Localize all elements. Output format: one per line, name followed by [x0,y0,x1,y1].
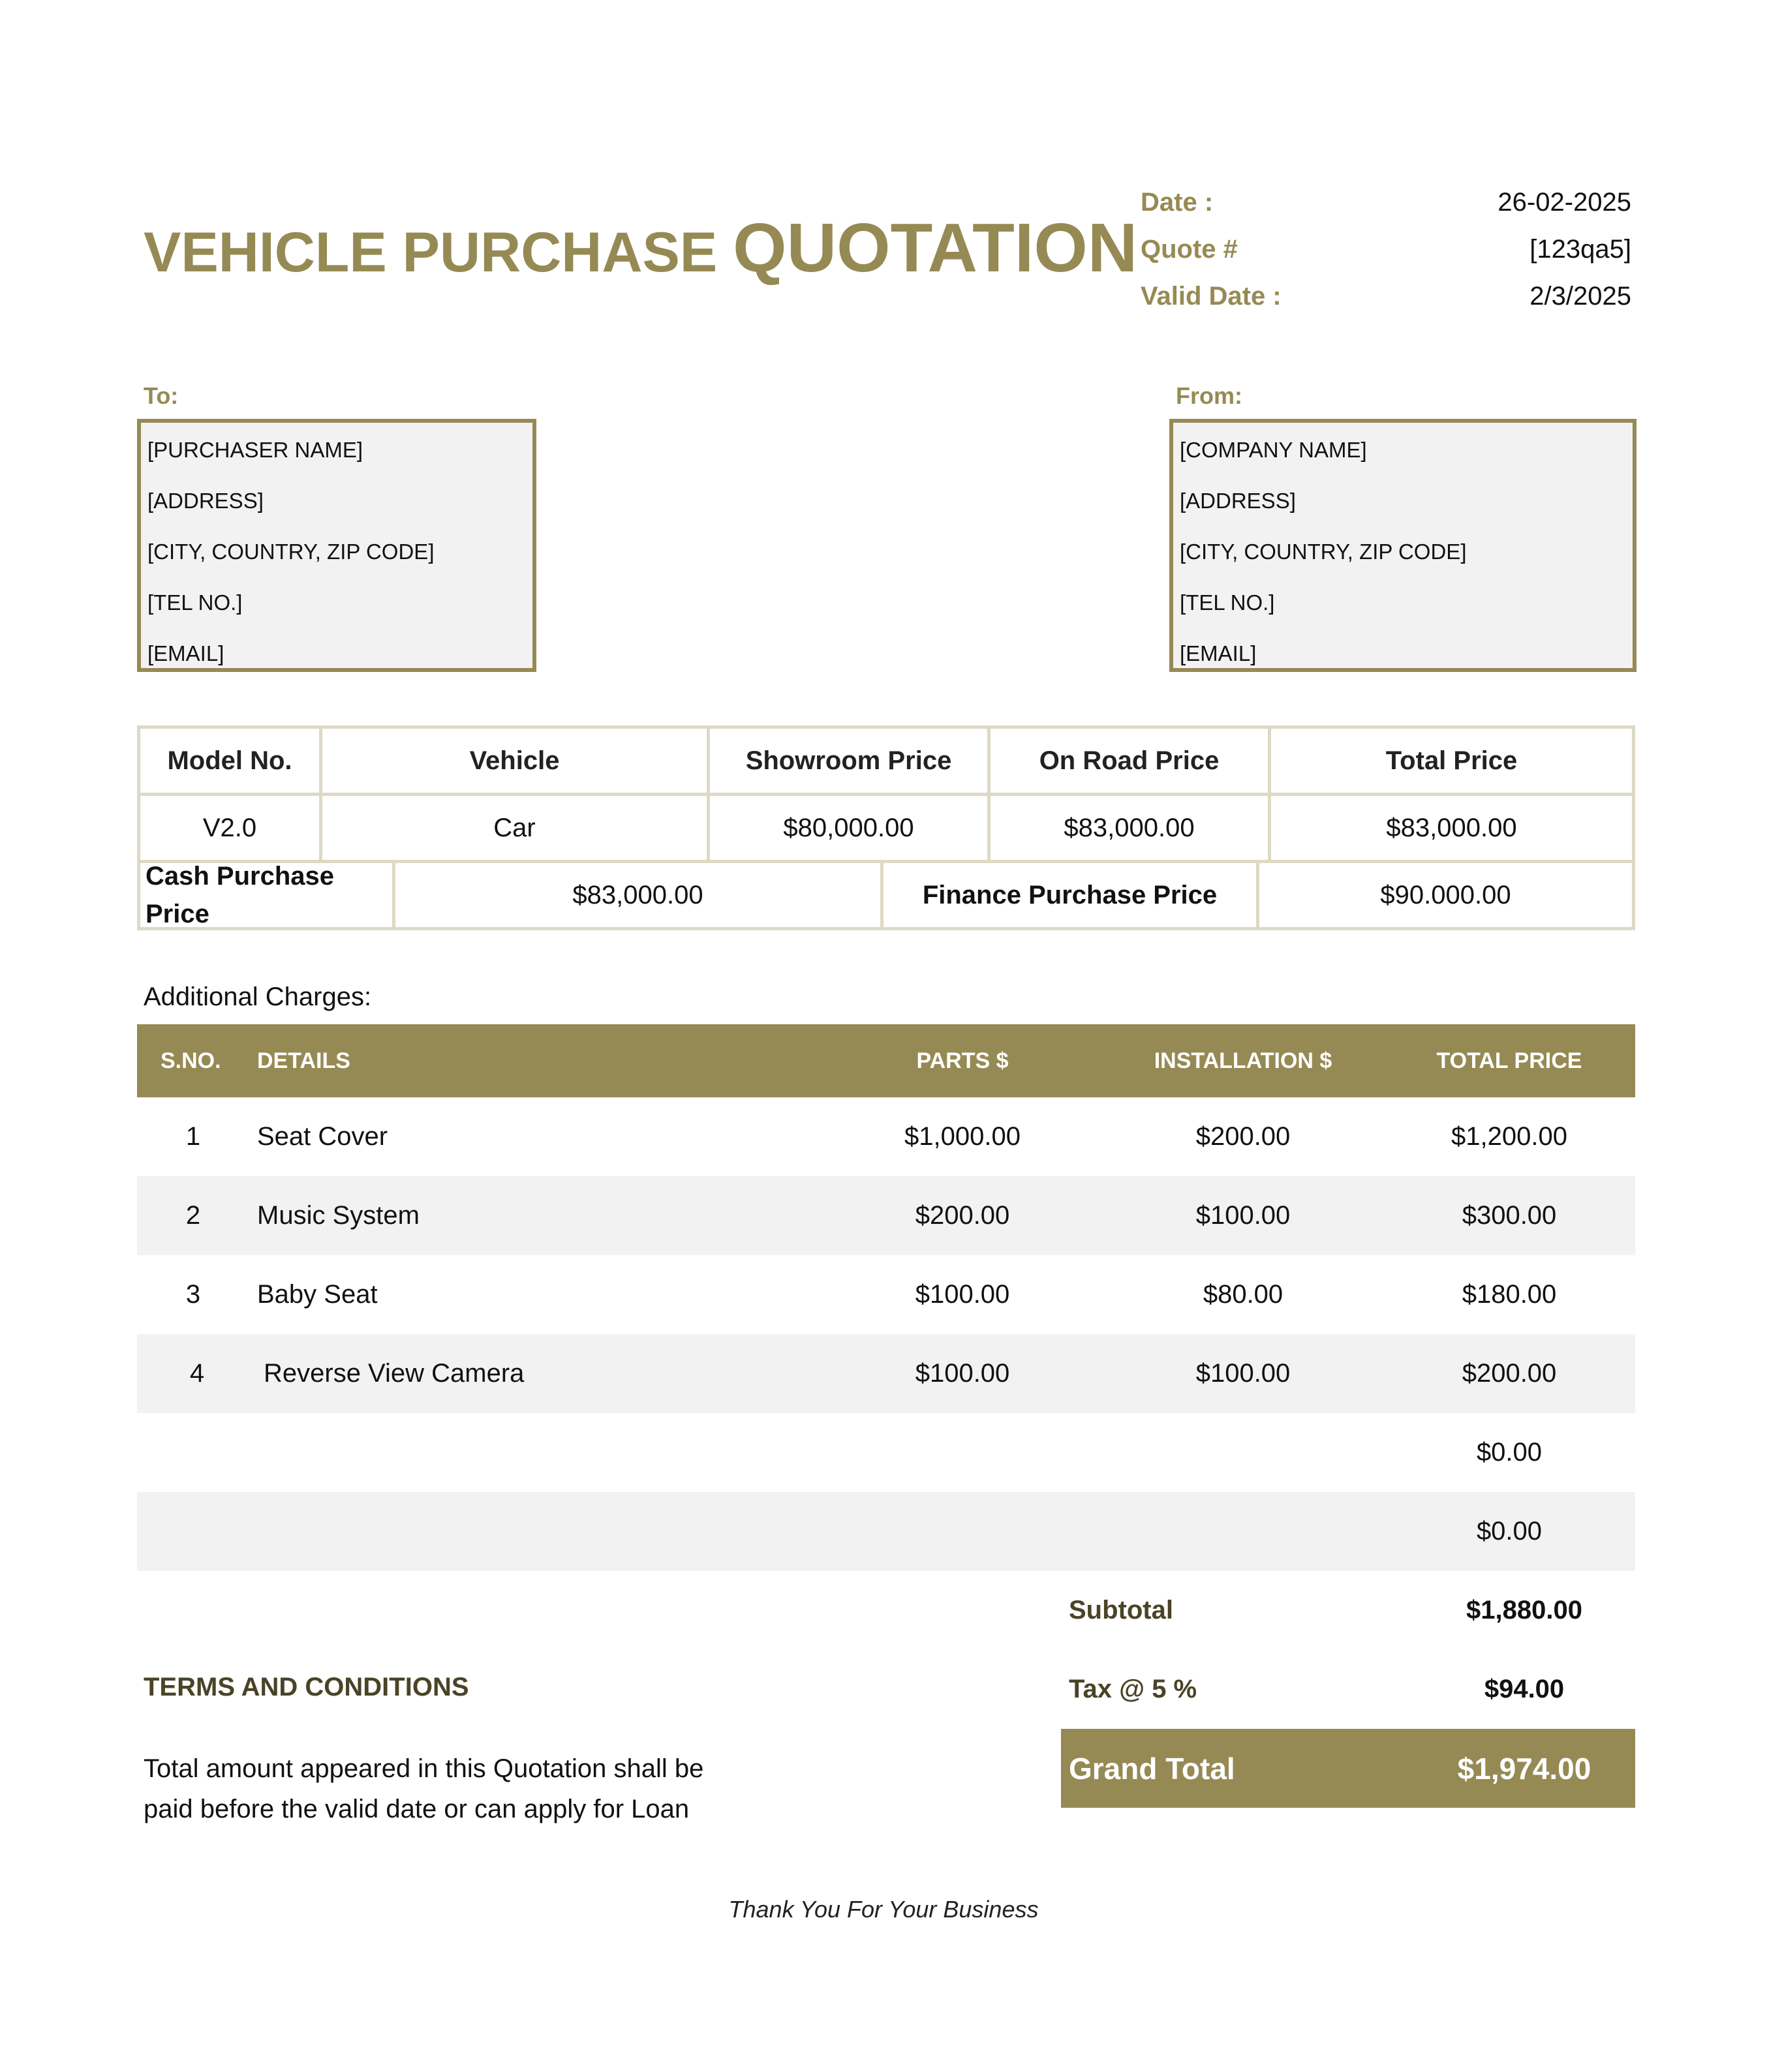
purchaser-address: [ADDRESS] [147,489,264,513]
company-tel: [TEL NO.] [1180,590,1275,615]
table-row [137,1334,1635,1413]
grand-total-value: $1,974.00 [1457,1751,1591,1786]
additional-charges-label: Additional Charges: [144,983,372,1011]
row-sno: 3 [185,1280,201,1309]
charges-header [137,1024,1635,1097]
header-total: TOTAL PRICE [1436,1048,1582,1073]
row-total: $0.00 [1476,1438,1543,1467]
valid-date-row [1141,273,1631,320]
valid-date-label: Valid Date : [1141,281,1282,311]
row-installation: $100.00 [1195,1201,1291,1230]
terms-body [144,1748,796,1829]
table-row [137,1176,1635,1255]
cash-purchase-value: $83,000.00 [395,863,883,927]
on-road-price-value: $83,000.00 [991,796,1271,860]
row-details: Baby Seat [257,1280,378,1309]
quote-value: [123qa5] [1529,234,1631,264]
row-sno: 1 [185,1122,201,1151]
row-total: $200.00 [1462,1359,1557,1388]
row-parts: $1,000.00 [904,1122,1021,1151]
price-table-row [140,796,1632,863]
total-price-value: $83,000.00 [1386,813,1517,842]
finance-purchase-value: $90.000.00 [1380,880,1511,909]
additional-charges-table [137,1024,1635,1571]
date-value: 26-02-2025 [1498,187,1631,217]
header-parts: PARTS $ [916,1048,1009,1073]
thank-you-note: Thank You For Your Business [728,1896,1039,1923]
row-parts: $200.00 [915,1201,1010,1230]
terms-line-1: Total amount appeared in this Quotation shall be [144,1754,704,1783]
header-sno: S.NO. [161,1048,221,1073]
from-label: From: [1176,382,1242,409]
table-row [137,1413,1635,1492]
company-name: [COMPANY NAME] [1180,438,1367,462]
row-installation: $200.00 [1195,1122,1291,1151]
subtotal-value: $1,880.00 [1466,1596,1582,1624]
company-address: [ADDRESS] [1180,489,1296,513]
row-total: $0.00 [1476,1517,1543,1546]
vehicle-value: Car [322,796,710,860]
title-part-1: VEHICLE PURCHASE [144,221,733,284]
purchaser-tel: [TEL NO.] [147,590,243,615]
tax-value: $94.00 [1484,1675,1565,1703]
row-parts: $100.00 [915,1359,1010,1388]
quote-row [1141,226,1631,273]
row-total: $1,200.00 [1451,1122,1567,1151]
row-installation: $100.00 [1195,1359,1291,1388]
table-row [137,1492,1635,1571]
row-sno: 4 [189,1359,205,1388]
company-city: [CITY, COUNTRY, ZIP CODE] [1180,540,1467,564]
row-installation: $80.00 [1203,1280,1283,1309]
cash-purchase-label: Cash Purchase Price [140,863,395,927]
tax-row [1061,1650,1635,1729]
from-address-box [1169,419,1636,672]
row-sno: 2 [185,1201,201,1230]
subtotal-row [1061,1571,1635,1650]
terms-title: TERMS AND CONDITIONS [144,1673,469,1701]
header-showroom-price: Showroom Price [710,729,991,793]
purchaser-email: [EMAIL] [147,641,224,665]
purchaser-city: [CITY, COUNTRY, ZIP CODE] [147,540,435,564]
row-details: Reverse View Camera [264,1359,525,1388]
company-email: [EMAIL] [1180,641,1257,665]
row-total: $180.00 [1462,1280,1557,1309]
title-part-2: QUOTATION [733,209,1138,286]
header-total-price: Total Price [1385,746,1518,775]
purchaser-name: [PURCHASER NAME] [147,438,363,462]
table-row [137,1097,1635,1176]
showroom-price-value: $80,000.00 [710,796,991,860]
model-no-value: V2.0 [140,796,322,860]
subtotal-label: Subtotal [1069,1596,1173,1624]
header-installation: INSTALLATION $ [1154,1048,1332,1073]
header-model-no: Model No. [140,729,322,793]
grand-total-row [1061,1729,1635,1808]
finance-purchase-label: Finance Purchase Price [883,863,1259,927]
header-on-road-price: On Road Price [991,729,1271,793]
table-row [137,1255,1635,1334]
row-parts: $100.00 [915,1280,1010,1309]
terms-line-2: paid before the valid date or can apply for Loan [144,1795,690,1823]
quote-label: Quote # [1141,234,1238,264]
header-vehicle: Vehicle [322,729,710,793]
tax-label: Tax @ 5 % [1069,1675,1197,1703]
valid-date-value: 2/3/2025 [1529,281,1631,311]
price-table [137,725,1635,930]
row-details: Music System [257,1201,420,1230]
grand-total-label: Grand Total [1069,1751,1235,1786]
row-details: Seat Cover [257,1122,388,1151]
page-title [144,209,1137,294]
to-address-box [137,419,536,672]
to-label: To: [144,382,179,409]
row-total: $300.00 [1462,1201,1557,1230]
header-details: DETAILS [257,1048,350,1073]
purchase-price-row [140,863,1632,927]
date-label: Date : [1141,187,1214,217]
price-table-header [140,729,1632,796]
date-row [1141,179,1631,226]
